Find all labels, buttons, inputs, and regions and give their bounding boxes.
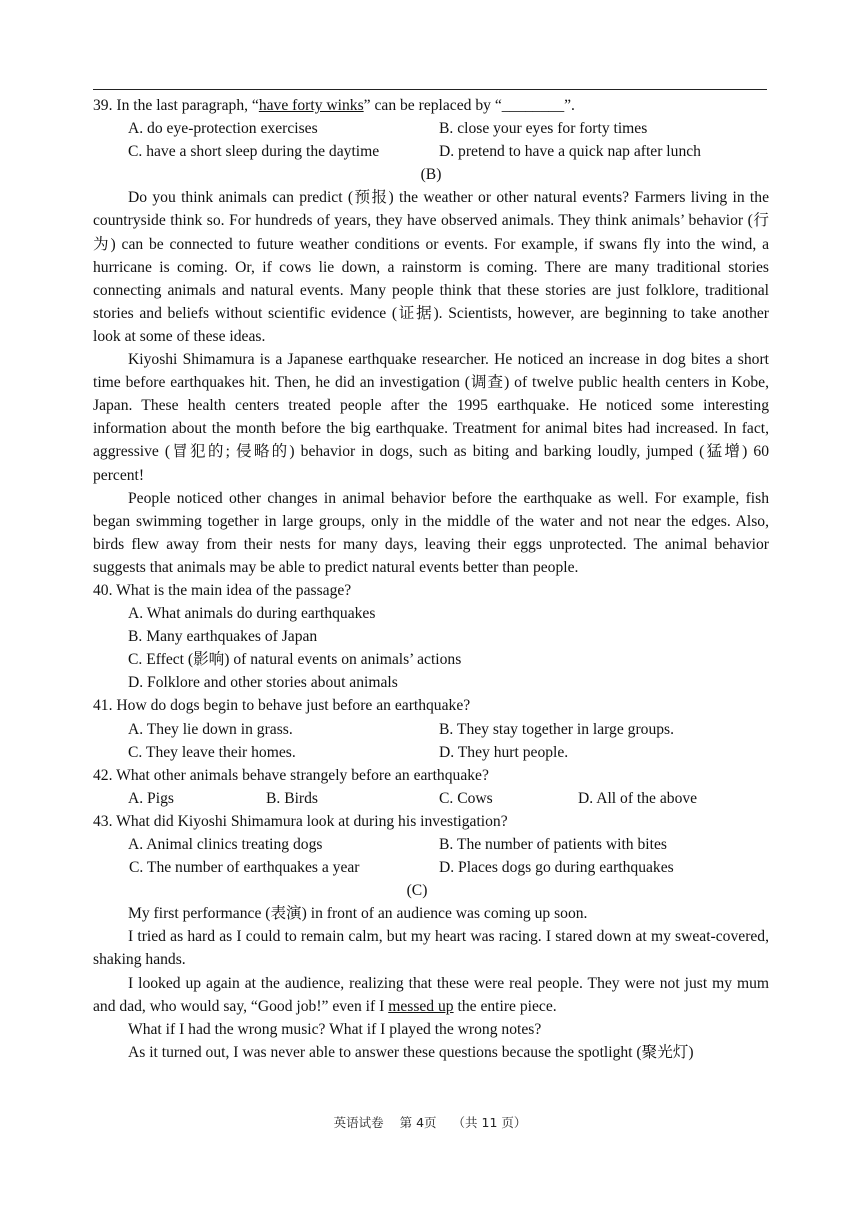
q42-options-row [93, 787, 769, 810]
page-footer [0, 1113, 860, 1131]
question-43: 43. What did Kiyoshi Shimamura look at during his investigation? [93, 812, 508, 830]
paragraph: I tried as hard as I could to remain calm, but my heart was racing. I stared down at my sweat-covered, shaking hands. [93, 928, 769, 969]
option-a: A. Pigs [128, 789, 174, 807]
option-a: A. Animal clinics treating dogs [128, 836, 323, 853]
exam-page [93, 94, 769, 1064]
q41-options-row1 [93, 718, 769, 741]
question-40: 40. What is the main idea of the passage? [93, 581, 352, 599]
option-b: B. Many earthquakes of Japan [128, 628, 318, 646]
paragraph: As it turned out, I was never able to answer these questions because the spotlight (聚光灯) [128, 1043, 694, 1061]
question-39: 39. In the last paragraph, “have forty winks” can be replaced by “________”. [93, 97, 575, 114]
option-c: C. The number of earthquakes a year [129, 859, 360, 877]
option-a: A. do eye-protection exercises [128, 120, 318, 138]
paragraph: My first performance (表演) in front of an audience was coming up soon. [128, 905, 588, 923]
option-d: D. They hurt people. [439, 743, 569, 761]
section-b-heading: (B) [420, 166, 442, 184]
option-a: A. They lie down in grass. [128, 720, 293, 738]
option-b: B. Birds [266, 789, 318, 807]
paragraph: What if I had the wrong music? What if I played the wrong notes? [128, 1020, 542, 1038]
option-b: B. They stay together in large groups. [439, 720, 675, 738]
option-c: C. have a short sleep during the daytime [128, 143, 380, 161]
footer-subject: 英语试卷 [333, 1115, 384, 1130]
option-d: D. All of the above [578, 789, 698, 807]
paragraph: Kiyoshi Shimamura is a Japanese earthquake researcher. He noticed an increase in dog bites a short time before earthquakes hit. Then, he did an investigation (调查) of twelve public health centers in Kobe, Japan. These health centers treated people after the 1995 earthquake. He noticed some interesting information about the month before the big earthquake. Treatment for animal bites had increased. In fact, aggressive (冒犯的; 侵略的) behavior in dogs, such as biting and barking loudly, jumped (猛增) 60 percent! [93, 351, 769, 484]
option-d: D. pretend to have a quick nap after lunch [439, 143, 701, 161]
header-rule [93, 89, 767, 90]
q43-options-row2 [93, 856, 769, 879]
section-c-heading: (C) [406, 882, 428, 900]
q39-options-row1 [93, 117, 769, 140]
footer-page-number: 第 4页 [399, 1115, 437, 1130]
paragraph: Do you think animals can predict (预报) the weather or other natural events? Farmers living in the countryside think so. For hundreds of years, they have observed animals. They think animals’ behavior (行为) can be connected to future weather conditions or events. For example, if swans fly into the wind, a hurricane is coming. Or, if cows lie down, a rainstorm is coming. There are many traditional stories connecting animals and natural events. Many people think that these stories are just folklore, traditional stories and beliefs without scientific evidence (证据). Scientists, however, are beginning to take another look at some of these ideas. [93, 189, 769, 345]
option-b: B. The number of patients with bites [439, 836, 667, 853]
option-a: A. What animals do during earthquakes [128, 605, 376, 623]
underlined-phrase: messed up [388, 997, 454, 1015]
option-d: D. Folklore and other stories about animals [128, 674, 398, 692]
q39-options-row2 [93, 140, 769, 163]
option-d: D. Places dogs go during earthquakes [439, 859, 674, 877]
option-c: C. They leave their homes. [128, 743, 296, 761]
underlined-phrase: have forty winks [258, 97, 364, 114]
paragraph: People noticed other changes in animal behavior before the earthquake as well. For example, fish began swimming together in large groups, only in the middle of the water and not near the edges. Also, birds flew away from their nests for many days, leaving their eggs unprotected. The animal behavior suggests that animals may be able to predict natural events better than people. [93, 489, 769, 576]
option-b: B. close your eyes for forty times [439, 120, 648, 138]
option-c: C. Cows [439, 789, 493, 807]
question-42: 42. What other animals behave strangely before an earthquake? [93, 766, 489, 784]
footer-total-pages: （共 11 页） [452, 1115, 527, 1130]
q43-options-row1 [93, 833, 769, 856]
question-41: 41. How do dogs begin to behave just before an earthquake? [93, 697, 471, 715]
paragraph: I looked up again at the audience, realizing that these were real people. They were not just my mum and dad, who would say, “Good job!” even if I messed up the entire piece. [93, 974, 769, 1015]
option-c: C. Effect (影响) of natural events on animals’ actions [128, 651, 462, 669]
q41-options-row2 [93, 741, 769, 764]
